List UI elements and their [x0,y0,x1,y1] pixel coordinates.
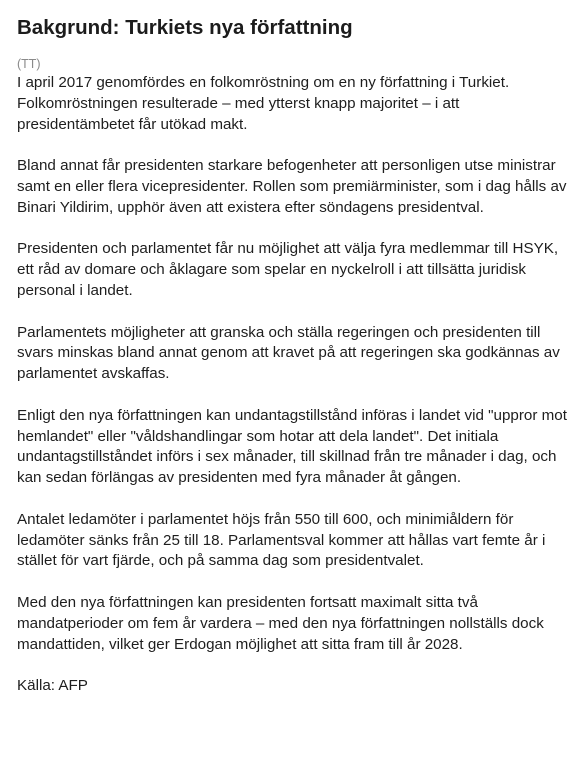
paragraph-2: Bland annat får presidenten starkare befogenheter att personligen utse ministrar samt en eller flera vicepresidenter. Rollen som premiärminister, som i dag hålls av Binari Yildirim, upphör även att existera efter söndagens presidentval. [17,157,567,216]
article-title: Bakgrund: Turkiets nya författning [17,16,353,39]
paragraph-6: Antalet ledamöter i parlamentet höjs från 550 till 600, och minimiåldern för ledamöter sänks från 25 till 18. Parlamentsval kommer att hållas vart femte år i stället för vart fjärde, och på samma dag som presidentvalet. [17,510,546,570]
paragraph-5: Enligt den nya författningen kan undantagstillstånd införas i landet vid "uppror mot hemlandet" eller "våldshandlingar som hotar att dela landet". Det initiala undantagstillståndet införs i sex månader, till skillnad från tre månader i dag, och kan sedan förlängas av presidenten med fyra månader åt gången. [17,406,567,487]
source-credit: Källa: AFP [17,677,88,695]
paragraph-1: I april 2017 genomfördes en folkomröstning om en ny författning i Turkiet. Folkomröstningen resulterade – med ytterst knapp majoritet – i att presidentämbetet får utökad makt. [17,74,510,133]
article-body [17,73,571,655]
paragraph-7: Med den nya författningen kan presidenten fortsatt maximalt sitta två mandatperioder om fem år vardera – med den nya författningen nollställs dock mandattiden, vilket ger Erdogan möjlighet att sitta fram till år 2028. [17,593,544,653]
paragraph-3: Presidenten och parlamentet får nu möjlighet att välja fyra medlemmar till HSYK, ett råd av domare och åklagare som spelar en nyckelroll i att tillsätta juridisk personal i landet. [17,240,559,299]
source-tag: (TT) [17,57,41,71]
paragraph-4: Parlamentets möjligheter att granska och ställa regeringen och presidenten till svars minskas bland annat genom att kravet på att regeringen ska godkännas av parlamentet avskaffas. [17,323,560,383]
